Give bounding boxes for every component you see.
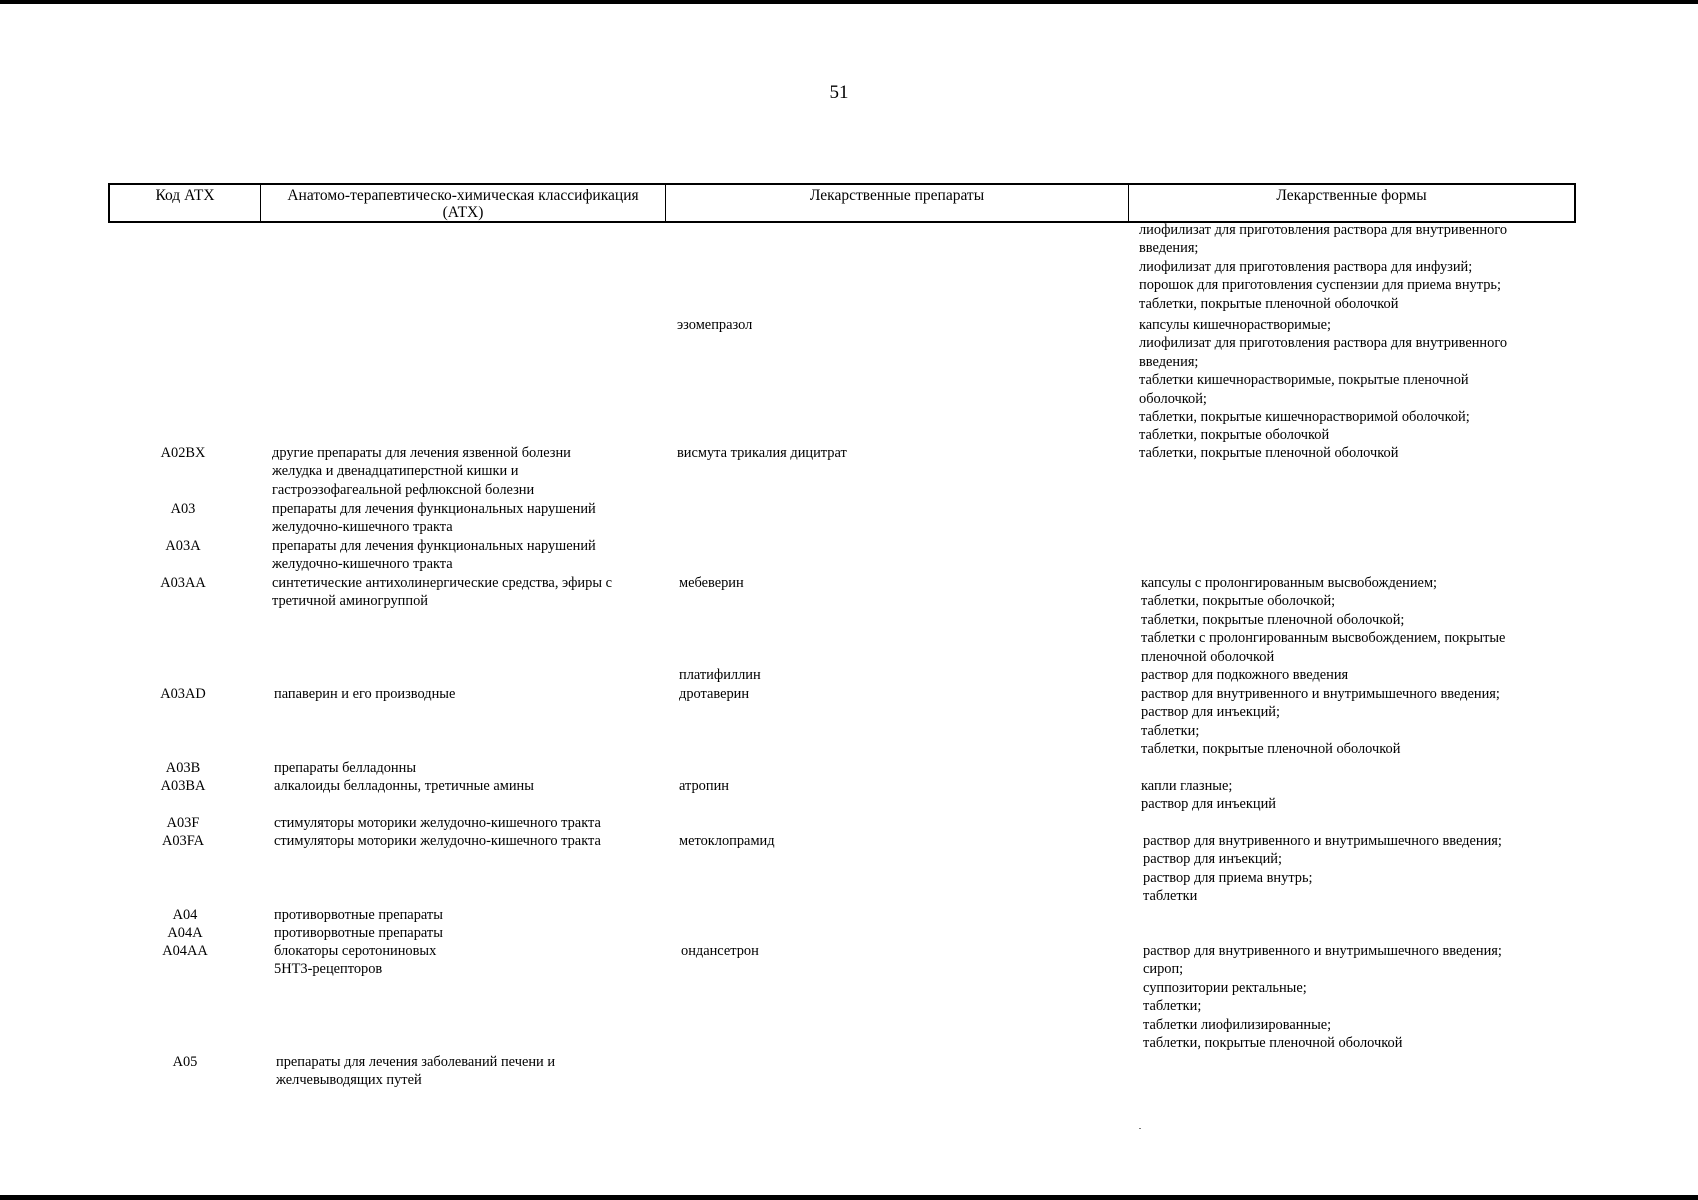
dosage-form-block (1139, 316, 1507, 445)
dosage-form: лиофилизат для приготовления раствора для инфузий; (1139, 258, 1473, 275)
atc-classification-text: 5HT3-рецепторов (274, 961, 383, 978)
header-atc-code: Код АТХ (155, 187, 215, 204)
header-dosage-forms: Лекарственные формы (1128, 185, 1574, 221)
dosage-form: раствор для приема внутрь; (1143, 869, 1313, 886)
dosage-form: раствор для внутривенного и внутримышечного введения; (1143, 833, 1502, 849)
atc-classification-text: препараты для лечения заболеваний печени и (276, 1054, 556, 1070)
drug-name: ондансетрон (681, 943, 759, 959)
atc-code: A03AA (160, 575, 206, 591)
dosage-form: таблетки, покрытые оболочкой (1139, 427, 1330, 444)
atc-code: A03F (166, 815, 200, 831)
dosage-form: порошок для приготовления суспензии для приема внутрь; (1139, 277, 1501, 294)
dosage-form-block (1141, 685, 1500, 759)
atc-classification-text: другие препараты для лечения язвенной болезни (272, 445, 571, 461)
atc-classification-text: препараты для лечения функциональных нарушений (272, 501, 596, 517)
dosage-form: суппозитории ректальные; (1143, 979, 1307, 996)
atc-classification-text-block (274, 814, 601, 832)
dosage-form-block (1143, 832, 1502, 906)
dosage-form: лиофилизат для приготовления раствора для внутривенного (1139, 335, 1508, 352)
atc-code: A02BX (160, 445, 206, 461)
atc-classification-text-block (272, 537, 596, 574)
atc-classification-text: желудочно-кишечного тракта (272, 519, 453, 536)
dosage-form: таблетки с пролонгированным высвобождением, покрытые (1141, 630, 1506, 647)
atc-classification-text-block (276, 1053, 555, 1090)
atc-classification-text: алкалоиды белладонны, третичные амины (274, 778, 534, 794)
drug-name: метоклопрамид (679, 833, 775, 849)
atc-classification-text-block (274, 832, 601, 850)
dosage-form: таблетки, покрытые пленочной оболочкой (1139, 295, 1399, 312)
dosage-form: таблетки (1143, 888, 1198, 905)
dosage-form: раствор для инъекций; (1141, 704, 1280, 721)
dosage-form: раствор для подкожного введения (1141, 667, 1349, 683)
atc-classification-text: противорвотные препараты (274, 925, 443, 941)
top-edge (0, 0, 1698, 4)
atc-code: A04A (167, 925, 203, 941)
drug-name-block (679, 832, 775, 850)
dosage-form: капли глазные; (1141, 778, 1233, 794)
dosage-form: таблетки, покрытые пленочной оболочкой (1143, 1035, 1403, 1052)
header-atc-classification: Анатомо-терапевтическо-химическая классификация (АТХ) (260, 185, 665, 221)
dosage-form-block (1139, 444, 1398, 462)
atc-classification-text-block (272, 500, 596, 537)
dosage-form: раствор для внутривенного и внутримышечного введения; (1143, 943, 1502, 959)
drug-name-block (679, 574, 744, 592)
dosage-form: капсулы с пролонгированным высвобождением; (1141, 575, 1438, 591)
dosage-form: таблетки, покрытые пленочной оболочкой (1141, 741, 1401, 758)
dosage-form: пленочной оболочкой (1141, 648, 1275, 665)
table-header (108, 183, 1576, 223)
drug-name: висмута трикалия дицитрат (677, 445, 847, 461)
scan-speck (1139, 1128, 1141, 1129)
atc-classification-text: противорвотные препараты (274, 907, 443, 923)
atc-classification-text: препараты белладонны (274, 760, 416, 776)
dosage-form: оболочкой; (1139, 390, 1207, 407)
dosage-form: таблетки, покрытые кишечнорастворимой оболочкой; (1139, 409, 1470, 426)
atc-classification-text: синтетические антихолинергические средства, эфиры с (272, 575, 612, 591)
dosage-form: таблетки, покрытые пленочной оболочкой; (1141, 611, 1405, 628)
atc-classification-text: стимуляторы моторики желудочно-кишечного тракта (274, 815, 601, 831)
dosage-form: раствор для инъекций; (1143, 851, 1282, 868)
bottom-edge (0, 1195, 1698, 1200)
atc-classification-text-block (274, 759, 416, 777)
drug-name: атропин (679, 778, 729, 794)
atc-classification-text-block (274, 777, 534, 795)
atc-classification-text: блокаторы серотониновых (274, 943, 437, 959)
atc-code: A05 (172, 1054, 198, 1070)
atc-classification-text-block (272, 444, 571, 499)
atc-classification-text: папаверин и его производные (274, 686, 456, 702)
drug-name-block (677, 316, 752, 334)
dosage-form: таблетки, покрытые оболочкой; (1141, 593, 1336, 610)
atc-classification-text: препараты для лечения функциональных нарушений (272, 538, 596, 554)
atc-code: A03A (165, 538, 201, 554)
atc-code: A04 (172, 907, 198, 923)
dosage-form-block (1141, 666, 1348, 684)
drug-name: дротаверин (679, 686, 750, 702)
atc-classification-text: желудочно-кишечного тракта (272, 556, 453, 573)
atc-classification-text-block (274, 906, 443, 924)
dosage-form: таблетки кишечнорастворимые, покрытые пленочной (1139, 372, 1469, 389)
dosage-form-block (1143, 942, 1502, 1052)
drug-name: платифиллин (679, 667, 761, 683)
dosage-form-block (1141, 574, 1505, 666)
page-number: 51 (829, 82, 849, 103)
drug-name: эзомепразол (677, 317, 753, 333)
dosage-form: таблетки; (1143, 998, 1202, 1015)
atc-classification-text: желчевыводящих путей (276, 1072, 422, 1089)
dosage-form: капсулы кишечнорастворимые; (1139, 317, 1332, 333)
atc-classification-text-block (274, 942, 436, 979)
dosage-form: раствор для внутривенного и внутримышечного введения; (1141, 686, 1500, 702)
dosage-form: введения; (1139, 240, 1199, 257)
atc-code: A03AD (160, 686, 206, 702)
atc-code: A04AA (162, 943, 208, 959)
dosage-form: сироп; (1143, 961, 1184, 978)
dosage-form: таблетки; (1141, 722, 1200, 739)
drug-name-block (679, 777, 729, 795)
drug-name-block (677, 444, 847, 462)
atc-code: A03 (170, 501, 196, 517)
drug-name-block (679, 685, 749, 703)
dosage-form: таблетки лиофилизированные; (1143, 1016, 1332, 1033)
atc-classification-text-block (274, 685, 455, 703)
header-drugs: Лекарственные препараты (665, 185, 1128, 221)
atc-classification-text: желудка и двенадцатиперстной кишки и (272, 463, 519, 480)
drug-name: мебеверин (679, 575, 744, 591)
dosage-form: лиофилизат для приготовления раствора для внутривенного (1139, 222, 1508, 238)
atc-code: A03FA (161, 833, 205, 849)
atc-code: A03B (165, 760, 201, 776)
atc-classification-text: стимуляторы моторики желудочно-кишечного тракта (274, 833, 601, 849)
atc-classification-text-block (272, 574, 612, 611)
atc-classification-text: гастроэзофагеальной рефлюксной болезни (272, 481, 535, 498)
atc-code: A03BA (160, 778, 206, 794)
dosage-form: таблетки, покрытые пленочной оболочкой (1139, 445, 1399, 461)
dosage-form: введения; (1139, 353, 1199, 370)
drug-name-block (681, 942, 759, 960)
dosage-form-block (1139, 221, 1507, 313)
dosage-form-block (1141, 777, 1276, 814)
atc-classification-text: третичной аминогруппой (272, 593, 428, 610)
dosage-form: раствор для инъекций (1141, 796, 1276, 813)
atc-classification-text-block (274, 924, 443, 942)
drug-name-block (679, 666, 761, 684)
